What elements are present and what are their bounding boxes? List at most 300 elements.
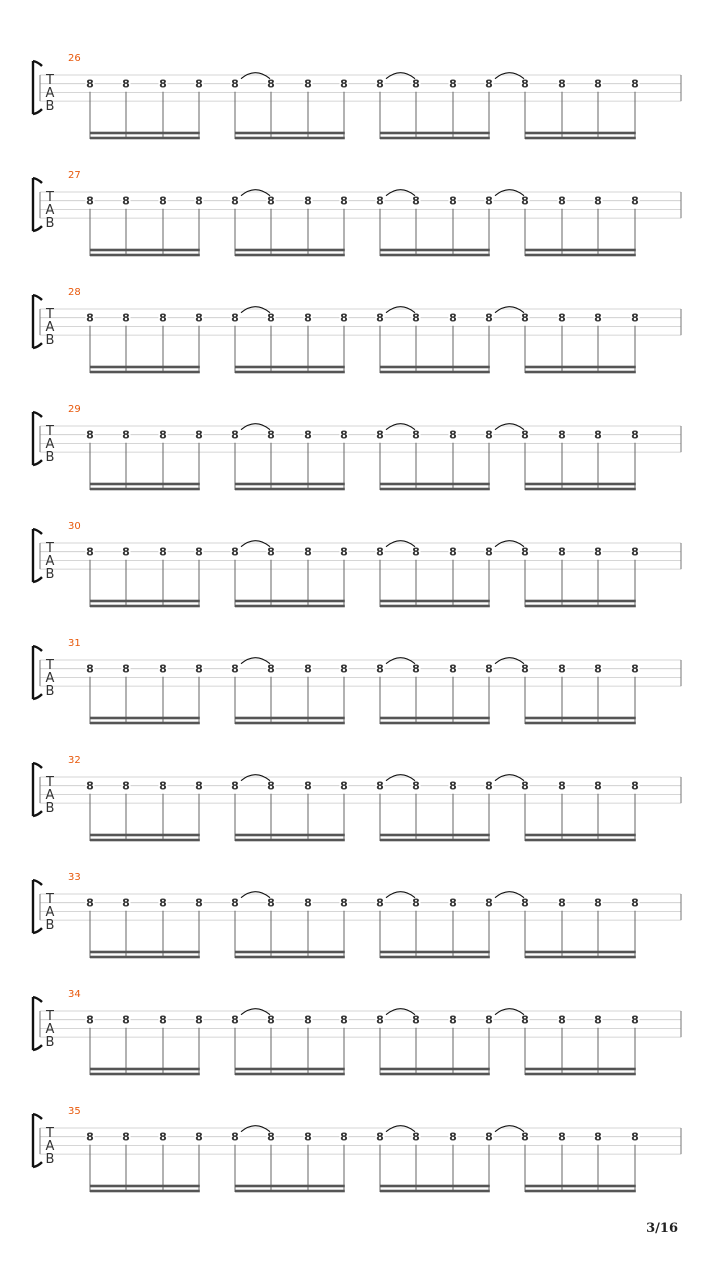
fret-number: 8: [449, 1013, 457, 1027]
fret-number: 8: [558, 545, 566, 559]
tab-clef-letter: A: [45, 554, 55, 569]
tab-clef-letter: B: [45, 684, 55, 699]
beam: [525, 366, 636, 369]
fret-number: 8: [485, 194, 493, 208]
beam: [235, 605, 345, 608]
fret-number: 8: [594, 194, 602, 208]
beam: [235, 1073, 345, 1076]
tab-clef-letter: B: [45, 801, 55, 816]
fret-number: 8: [449, 311, 457, 325]
fret-number: 8: [558, 311, 566, 325]
fret-number: 8: [231, 545, 239, 559]
fret-number: 8: [86, 779, 94, 793]
tab-clef-letter: T: [46, 1126, 54, 1141]
tie-arc: [495, 1126, 524, 1132]
fret-number: 8: [631, 662, 639, 676]
fret-number: 8: [558, 779, 566, 793]
tab-clef-letter: B: [45, 450, 55, 465]
beam: [380, 956, 490, 959]
fret-number: 8: [412, 896, 420, 910]
fret-number: 8: [122, 311, 130, 325]
fret-number: 8: [412, 779, 420, 793]
tie-arc: [495, 541, 524, 547]
fret-number: 8: [376, 77, 384, 91]
beam: [90, 1185, 200, 1188]
fret-number: 8: [122, 662, 130, 676]
beam: [235, 249, 345, 252]
tie-arc: [386, 424, 415, 430]
beam: [380, 132, 490, 135]
fret-number: 8: [485, 1130, 493, 1144]
beam: [235, 483, 345, 486]
beam: [235, 132, 345, 135]
fret-number: 8: [376, 662, 384, 676]
measure-number: 26: [68, 53, 81, 64]
fret-number: 8: [195, 194, 203, 208]
tab-clef-letter: T: [46, 424, 54, 439]
system-bracket: [33, 61, 42, 114]
fret-number: 8: [304, 1013, 312, 1027]
fret-number: 8: [340, 428, 348, 442]
beam: [525, 1190, 636, 1193]
fret-number: 8: [594, 662, 602, 676]
fret-number: 8: [631, 779, 639, 793]
beam: [525, 717, 636, 720]
tab-clef-letter: B: [45, 567, 55, 582]
fret-number: 8: [304, 545, 312, 559]
fret-number: 8: [594, 77, 602, 91]
fret-number: 8: [449, 77, 457, 91]
tie-arc: [495, 775, 524, 781]
tab-clef-letter: B: [45, 1152, 55, 1167]
tab-clef-letter: A: [45, 671, 55, 686]
beam: [235, 366, 345, 369]
beam: [525, 605, 636, 608]
fret-number: 8: [304, 779, 312, 793]
beam: [380, 717, 490, 720]
system-bracket: [33, 646, 42, 699]
fret-number: 8: [521, 428, 529, 442]
beam: [235, 956, 345, 959]
beam: [380, 254, 490, 257]
fret-number: 8: [267, 545, 275, 559]
fret-number: 8: [412, 662, 420, 676]
fret-number: 8: [376, 779, 384, 793]
fret-number: 8: [304, 1130, 312, 1144]
fret-number: 8: [376, 896, 384, 910]
fret-number: 8: [159, 428, 167, 442]
tie-arc: [241, 73, 270, 79]
fret-number: 8: [594, 896, 602, 910]
fret-number: 8: [231, 1130, 239, 1144]
fret-number: 8: [86, 896, 94, 910]
fret-number: 8: [340, 194, 348, 208]
tie-arc: [241, 658, 270, 664]
beam: [380, 1073, 490, 1076]
system-bracket: [33, 763, 42, 816]
fret-number: 8: [159, 896, 167, 910]
beam: [525, 137, 636, 140]
fret-number: 8: [558, 194, 566, 208]
fret-number: 8: [304, 896, 312, 910]
tab-clef-letter: B: [45, 216, 55, 231]
beam: [380, 1185, 490, 1188]
fret-number: 8: [412, 77, 420, 91]
tab-system: [33, 989, 681, 1075]
fret-number: 8: [594, 1130, 602, 1144]
fret-number: 8: [231, 896, 239, 910]
tie-arc: [495, 892, 524, 898]
fret-number: 8: [122, 1130, 130, 1144]
fret-number: 8: [267, 1130, 275, 1144]
beam: [525, 951, 636, 954]
tie-arc: [386, 307, 415, 313]
fret-number: 8: [631, 311, 639, 325]
fret-number: 8: [631, 545, 639, 559]
measure-number: 30: [68, 521, 81, 532]
fret-number: 8: [376, 1130, 384, 1144]
tie-arc: [386, 775, 415, 781]
tab-clef-letter: A: [45, 86, 55, 101]
tab-clef-letter: T: [46, 1009, 54, 1024]
tab-clef-letter: T: [46, 658, 54, 673]
fret-number: 8: [267, 779, 275, 793]
fret-number: 8: [521, 311, 529, 325]
beam: [380, 137, 490, 140]
beam: [90, 366, 200, 369]
measure-number: 34: [68, 989, 81, 1000]
beam: [235, 717, 345, 720]
fret-number: 8: [631, 1130, 639, 1144]
beam: [90, 722, 200, 725]
fret-number: 8: [195, 428, 203, 442]
fret-number: 8: [159, 311, 167, 325]
fret-number: 8: [412, 311, 420, 325]
fret-number: 8: [558, 428, 566, 442]
fret-number: 8: [159, 77, 167, 91]
fret-number: 8: [231, 662, 239, 676]
beam: [90, 839, 200, 842]
tab-system: [33, 170, 681, 256]
fret-number: 8: [304, 311, 312, 325]
tie-arc: [386, 892, 415, 898]
system-bracket: [33, 529, 42, 582]
page-number: 3/16: [646, 1221, 678, 1236]
tie-arc: [241, 1009, 270, 1015]
fret-number: 8: [340, 1013, 348, 1027]
fret-number: 8: [122, 896, 130, 910]
fret-number: 8: [231, 311, 239, 325]
beam: [525, 1073, 636, 1076]
beam: [90, 717, 200, 720]
measure-number: 29: [68, 404, 81, 415]
beam: [235, 951, 345, 954]
beam: [380, 483, 490, 486]
beam: [380, 834, 490, 837]
fret-number: 8: [521, 779, 529, 793]
beam: [525, 371, 636, 374]
beam: [380, 722, 490, 725]
fret-number: 8: [86, 545, 94, 559]
beam: [235, 839, 345, 842]
measure-number: 35: [68, 1106, 81, 1117]
fret-number: 8: [195, 1130, 203, 1144]
fret-number: 8: [195, 311, 203, 325]
beam: [525, 839, 636, 842]
fret-number: 8: [340, 779, 348, 793]
fret-number: 8: [449, 428, 457, 442]
fret-number: 8: [122, 428, 130, 442]
beam: [90, 249, 200, 252]
tab-clef-letter: A: [45, 905, 55, 920]
fret-number: 8: [449, 1130, 457, 1144]
fret-number: 8: [631, 194, 639, 208]
tab-clef-letter: A: [45, 320, 55, 335]
tab-clef-letter: T: [46, 307, 54, 322]
fret-number: 8: [195, 662, 203, 676]
tie-arc: [495, 73, 524, 79]
beam: [380, 951, 490, 954]
tab-clef-letter: A: [45, 203, 55, 218]
beam: [380, 1190, 490, 1193]
beam: [235, 137, 345, 140]
fret-number: 8: [304, 194, 312, 208]
tie-arc: [495, 1009, 524, 1015]
tie-arc: [241, 775, 270, 781]
fret-number: 8: [122, 1013, 130, 1027]
system-bracket: [33, 412, 42, 465]
fret-number: 8: [558, 1130, 566, 1144]
fret-number: 8: [631, 77, 639, 91]
fret-number: 8: [594, 428, 602, 442]
fret-number: 8: [122, 545, 130, 559]
tab-system: [33, 1106, 681, 1192]
fret-number: 8: [159, 779, 167, 793]
beam: [525, 722, 636, 725]
tab-clef-letter: B: [45, 918, 55, 933]
tab-clef-letter: A: [45, 788, 55, 803]
beam: [235, 722, 345, 725]
fret-number: 8: [521, 1130, 529, 1144]
beam: [525, 956, 636, 959]
fret-number: 8: [304, 428, 312, 442]
beam: [90, 605, 200, 608]
beam: [380, 371, 490, 374]
beam: [235, 254, 345, 257]
fret-number: 8: [521, 896, 529, 910]
fret-number: 8: [86, 1130, 94, 1144]
beam: [90, 951, 200, 954]
fret-number: 8: [86, 77, 94, 91]
fret-number: 8: [122, 194, 130, 208]
fret-number: 8: [594, 1013, 602, 1027]
fret-number: 8: [412, 428, 420, 442]
fret-number: 8: [159, 545, 167, 559]
fret-number: 8: [159, 194, 167, 208]
tie-arc: [241, 307, 270, 313]
fret-number: 8: [558, 77, 566, 91]
measure-number: 31: [68, 638, 81, 649]
fret-number: 8: [631, 1013, 639, 1027]
fret-number: 8: [267, 77, 275, 91]
tab-clef-letter: A: [45, 1022, 55, 1037]
tab-system: [33, 521, 681, 607]
fret-number: 8: [376, 545, 384, 559]
beam: [235, 1190, 345, 1193]
tie-arc: [241, 541, 270, 547]
system-bracket: [33, 295, 42, 348]
fret-number: 8: [86, 428, 94, 442]
fret-number: 8: [485, 77, 493, 91]
tab-clef-letter: B: [45, 333, 55, 348]
fret-number: 8: [86, 1013, 94, 1027]
system-bracket: [33, 178, 42, 231]
beam: [235, 834, 345, 837]
beam: [525, 132, 636, 135]
fret-number: 8: [412, 194, 420, 208]
beam: [90, 137, 200, 140]
fret-number: 8: [231, 779, 239, 793]
fret-number: 8: [195, 896, 203, 910]
fret-number: 8: [631, 896, 639, 910]
tab-clef-letter: B: [45, 1035, 55, 1050]
beam: [525, 834, 636, 837]
fret-number: 8: [449, 896, 457, 910]
fret-number: 8: [231, 428, 239, 442]
measure-number: 28: [68, 287, 81, 298]
fret-number: 8: [304, 662, 312, 676]
beam: [90, 600, 200, 603]
beam: [235, 488, 345, 491]
beam: [380, 366, 490, 369]
beam: [90, 1068, 200, 1071]
fret-number: 8: [594, 311, 602, 325]
beam: [380, 249, 490, 252]
fret-number: 8: [267, 662, 275, 676]
tie-arc: [495, 307, 524, 313]
tab-system: [33, 53, 681, 139]
tab-clef-letter: T: [46, 892, 54, 907]
tab-system: [33, 287, 681, 373]
fret-number: 8: [558, 662, 566, 676]
fret-number: 8: [449, 662, 457, 676]
beam: [90, 1190, 200, 1193]
beam: [525, 1185, 636, 1188]
tab-clef-letter: A: [45, 437, 55, 452]
system-bracket: [33, 1114, 42, 1167]
fret-number: 8: [521, 1013, 529, 1027]
tab-system: [33, 872, 681, 958]
tie-arc: [241, 424, 270, 430]
fret-number: 8: [195, 779, 203, 793]
tie-arc: [495, 658, 524, 664]
tab-system: [33, 755, 681, 841]
fret-number: 8: [340, 77, 348, 91]
beam: [525, 249, 636, 252]
tie-arc: [386, 190, 415, 196]
fret-number: 8: [267, 896, 275, 910]
beam: [90, 254, 200, 257]
beam: [235, 1185, 345, 1188]
fret-number: 8: [86, 662, 94, 676]
beam: [380, 488, 490, 491]
system-bracket: [33, 880, 42, 933]
tie-arc: [495, 424, 524, 430]
beam: [525, 600, 636, 603]
fret-number: 8: [231, 77, 239, 91]
fret-number: 8: [485, 545, 493, 559]
fret-number: 8: [195, 545, 203, 559]
fret-number: 8: [412, 545, 420, 559]
fret-number: 8: [159, 1130, 167, 1144]
fret-number: 8: [449, 194, 457, 208]
fret-number: 8: [521, 77, 529, 91]
tab-clef-letter: T: [46, 775, 54, 790]
beam: [90, 483, 200, 486]
fret-number: 8: [376, 428, 384, 442]
tie-arc: [241, 892, 270, 898]
beam: [90, 371, 200, 374]
fret-number: 8: [159, 662, 167, 676]
fret-number: 8: [231, 194, 239, 208]
beam: [380, 839, 490, 842]
fret-number: 8: [267, 311, 275, 325]
beam: [235, 1068, 345, 1071]
fret-number: 8: [376, 311, 384, 325]
fret-number: 8: [86, 194, 94, 208]
tab-clef-letter: A: [45, 1139, 55, 1154]
tab-clef-letter: T: [46, 190, 54, 205]
measure-number: 27: [68, 170, 81, 181]
fret-number: 8: [449, 545, 457, 559]
fret-number: 8: [267, 428, 275, 442]
beam: [90, 132, 200, 135]
fret-number: 8: [485, 662, 493, 676]
fret-number: 8: [340, 1130, 348, 1144]
fret-number: 8: [195, 1013, 203, 1027]
beam: [380, 600, 490, 603]
beam: [90, 834, 200, 837]
fret-number: 8: [485, 896, 493, 910]
fret-number: 8: [304, 77, 312, 91]
fret-number: 8: [159, 1013, 167, 1027]
fret-number: 8: [376, 194, 384, 208]
fret-number: 8: [521, 194, 529, 208]
fret-number: 8: [449, 779, 457, 793]
tie-arc: [241, 190, 270, 196]
fret-number: 8: [340, 311, 348, 325]
fret-number: 8: [558, 1013, 566, 1027]
tie-arc: [241, 1126, 270, 1132]
beam: [525, 483, 636, 486]
fret-number: 8: [412, 1013, 420, 1027]
fret-number: 8: [412, 1130, 420, 1144]
tab-clef-letter: B: [45, 99, 55, 114]
tab-clef-letter: T: [46, 73, 54, 88]
tab-clef-letter: T: [46, 541, 54, 556]
fret-number: 8: [485, 311, 493, 325]
fret-number: 8: [267, 1013, 275, 1027]
measure-number: 32: [68, 755, 81, 766]
fret-number: 8: [558, 896, 566, 910]
fret-number: 8: [267, 194, 275, 208]
fret-number: 8: [231, 1013, 239, 1027]
fret-number: 8: [521, 662, 529, 676]
tie-arc: [386, 1009, 415, 1015]
fret-number: 8: [631, 428, 639, 442]
beam: [525, 488, 636, 491]
tie-arc: [386, 73, 415, 79]
